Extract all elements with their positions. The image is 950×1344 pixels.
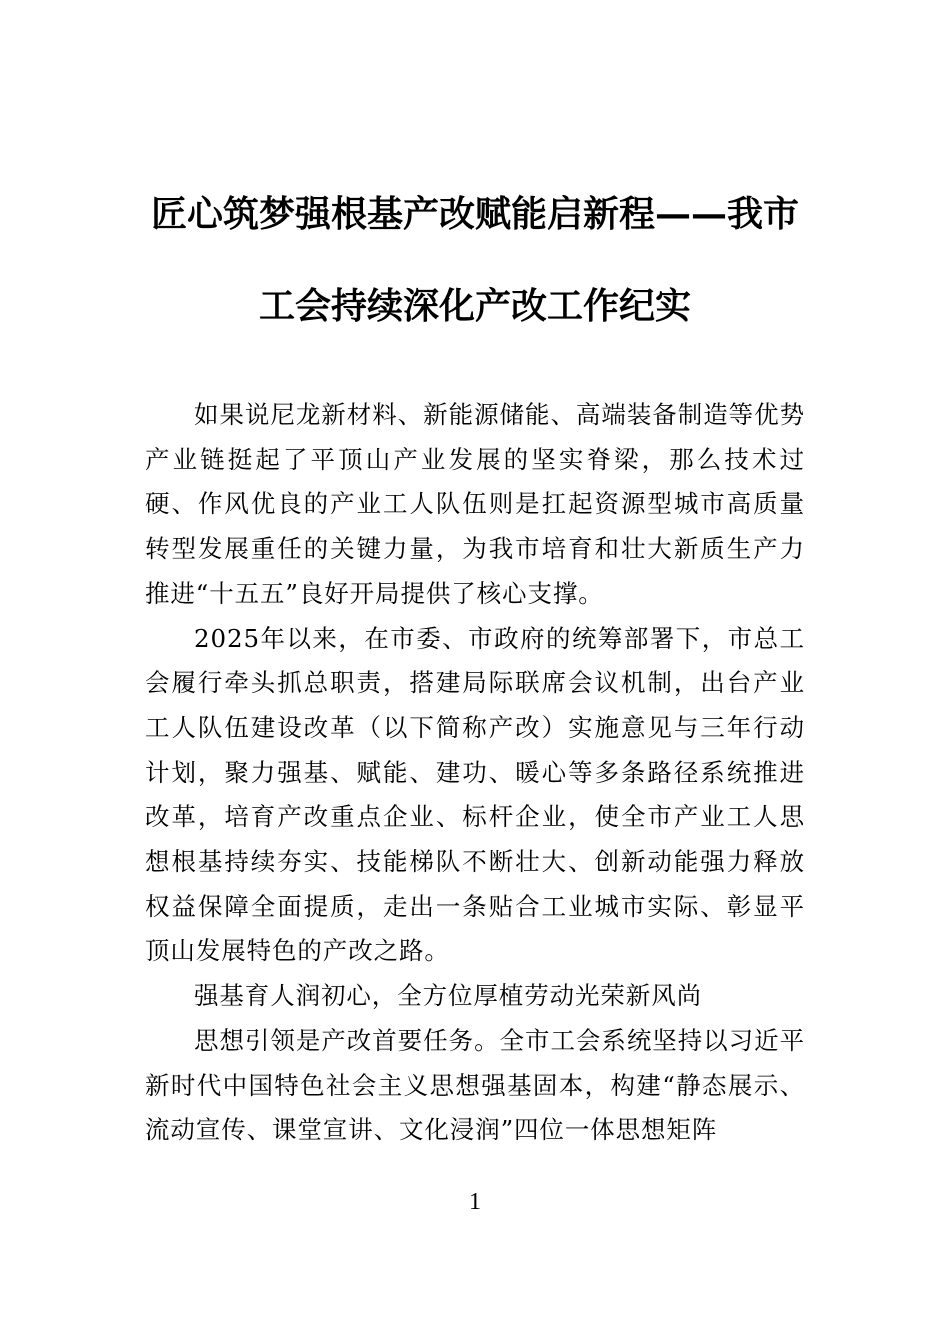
document-body <box>145 393 805 1153</box>
page-number: 1 <box>469 1189 481 1215</box>
title-line-2: 工会持续深化产改工作纪实 <box>258 285 691 327</box>
title-line-1: 匠心筑梦强根基产改赋能启新程——我市 <box>150 193 799 235</box>
paragraph-section-body: 思想引领是产改首要任务。全市工会系统坚持以习近平新时代中国特色社会主义思想强基固本，构建“静态展示、流动宣传、课堂宣讲、文化浸润”四位一体思想矩阵 <box>145 1025 805 1145</box>
paragraph-intro: 如果说尼龙新材料、新能源储能、高端装备制造等优势产业链挺起了平顶山产业发展的坚实脊梁，那么技术过硬、作风优良的产业工人队伍则是扛起资源型城市高质量转型发展重任的关键力量，为我市培育和壮大新质生产力推进“十五五”良好开局提供了核心支撑。 <box>145 400 805 608</box>
paragraph-overview: 2025年以来，在市委、市政府的统筹部署下，市总工会履行牵头抓总职责，搭建局际联席会议机制，出台产业工人队伍建设改革（以下简称产改）实施意见与三年行动计划，聚力强基、赋能、建功、暖心等多条路径系统推进改革，培育产改重点企业、标杆企业，使全市产业工人思想根基持续夯实、技能梯队不断壮大、创新动能强力释放权益保障全面提质，走出一条贴合工业城市实际、彰显平顶山发展特色的产改之路。 <box>145 623 805 966</box>
document-title <box>150 168 800 352</box>
section-heading: 强基育人润初心，全方位厚植劳动光荣新风尚 <box>194 981 702 1011</box>
